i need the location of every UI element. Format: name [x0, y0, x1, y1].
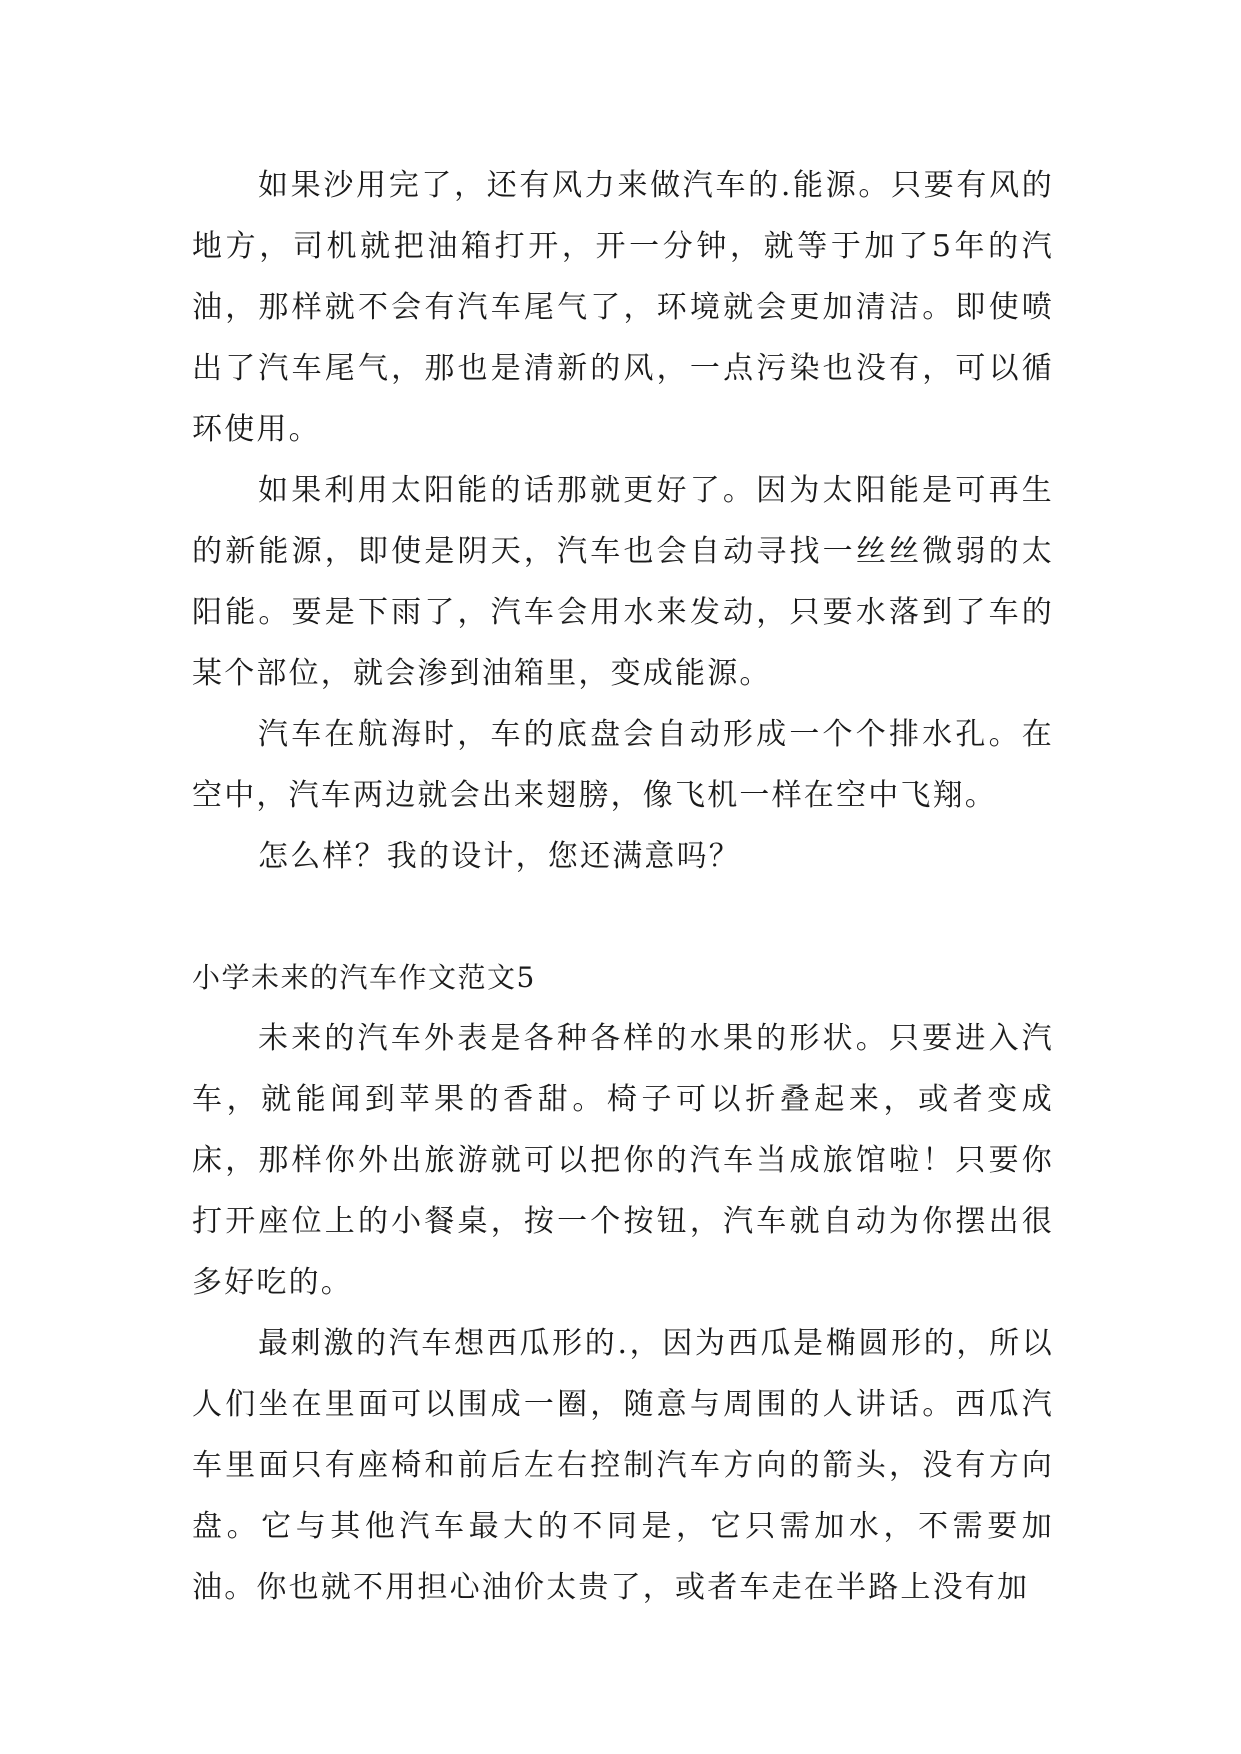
paragraph-watermelon-car: 最刺激的汽车想西瓜形的.，因为西瓜是椭圆形的，所以人们坐在里面可以围成一圈，随意与周围的人讲话。西瓜汽车里面只有座椅和前后左右控制汽车方向的箭头，没有方向盘。它与其他汽车最大的不同是，它只需加水，不需要加油。你也就不用担心油价太贵了，或者车走在半路上没有加 [192, 1326, 1054, 1605]
section-spacer [192, 887, 1054, 947]
paragraph-fruit-shaped-car: 未来的汽车外表是各种各样的水果的形状。只要进入汽车，就能闻到苹果的香甜。椅子可以折叠起来，或者变成床，那样你外出旅游就可以把你的汽车当成旅馆啦！只要你打开座位上的小餐桌，按一个按钮，汽车就自动为你摆出很多好吃的。 [192, 1021, 1054, 1300]
document-page [192, 155, 1054, 1618]
paragraph-closing-question: 怎么样？我的设计，您还满意吗？ [258, 839, 741, 874]
paragraph-sea-and-air: 汽车在航海时，车的底盘会自动形成一个个排水孔。在空中，汽车两边就会出来翅膀，像飞机一样在空中飞翔。 [192, 717, 1054, 813]
paragraph-solar-energy: 如果利用太阳能的话那就更好了。因为太阳能是可再生的新能源，即使是阴天，汽车也会自动寻找一丝丝微弱的太阳能。要是下雨了，汽车会用水来发动，只要水落到了车的某个部位，就会渗到油箱里，变成能源。 [192, 473, 1054, 691]
paragraph-wind-energy: 如果沙用完了，还有风力来做汽车的.能源。只要有风的地方，司机就把油箱打开，开一分钟，就等于加了5年的汽油，那样就不会有汽车尾气了，环境就会更加清洁。即使喷出了汽车尾气，那也是清新的风，一点污染也没有，可以循环使用。 [192, 168, 1054, 447]
section-heading: 小学未来的汽车作文范文5 [192, 961, 536, 994]
